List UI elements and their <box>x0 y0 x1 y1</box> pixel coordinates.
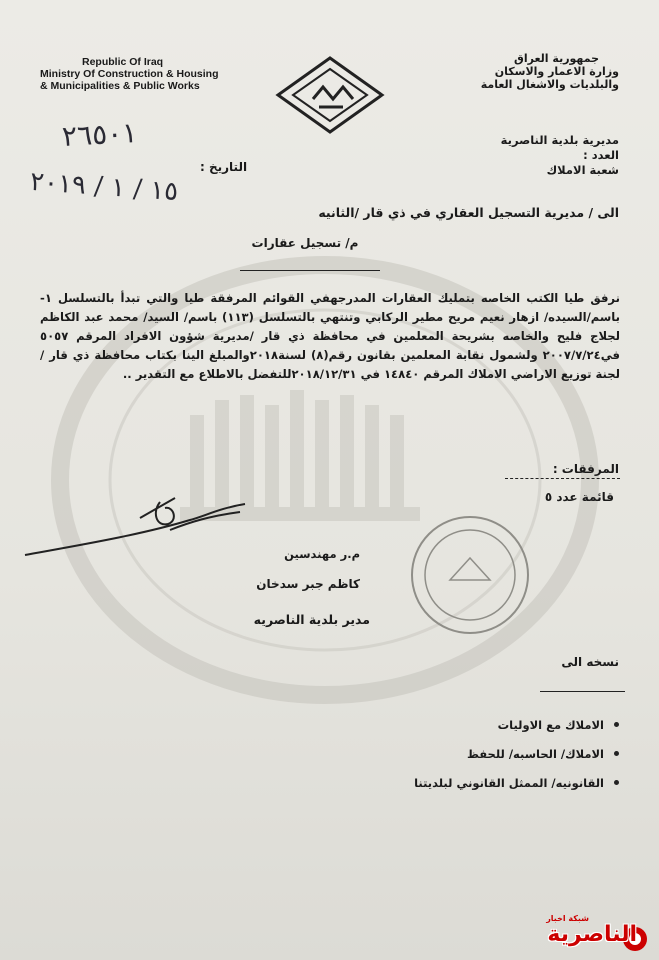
watermark-subtext: شبكة اخبار <box>546 914 589 923</box>
handwritten-date: ١٥ / ١ / ٢٠١٩ <box>29 166 180 208</box>
letterhead-line: Ministry Of Construction & Housing <box>40 68 219 80</box>
letter-body: نرفق طيا الكتب الخاصه بتمليك العقارات المدرجهفي القوائم المرفقة طيا والتي تبدأ بالتسلسل ١- باسم/السيده/ ازهار نعيم مريح مطير الركابي وتنتهي بالتسلسل (١١٣) باسم/ السيد/ محمد عبد الكاظم لجلاج فليح والخاصه بشريحة المعلمين في محافظة ذي قار /مديرية شؤون الافراد المرقم ٥٠٥٧ في٢٠٠٧/٧/٢٤ ولشمول نقابة المعلمين بقانون رقم(٨) لسنة٢٠١٨والمبلغ الينا بكتاب محافظة ذي قار / لجنة توزيع الاراضي الاملاك المرقم ١٤٨٤٠ في ٢٠١٨/١٢/٣١للتفضل بالاطلاع مع التقدير .. <box>40 291 621 381</box>
signature <box>20 490 270 565</box>
letterhead-line: & Municipalities & Public Works <box>40 80 200 92</box>
list-item: الاملاك مع الاوليات <box>359 710 619 739</box>
attachment-item: قائمة عدد ٥ <box>544 490 614 504</box>
signatory-name: كاظم جبر سدخان <box>256 577 360 591</box>
department-name: مديرية بلدية الناصرية <box>500 133 619 147</box>
date-label: التاريخ : <box>200 160 248 174</box>
addressee: الى / مديرية التسجيل العقاري في ذي قار /الثانيه <box>318 205 619 220</box>
ministry-logo-icon <box>275 55 385 135</box>
letterhead-line: جمهورية العراق <box>514 52 599 65</box>
department-block <box>459 133 619 178</box>
letterhead-line: وزارة الاعمار والاسكان <box>494 65 619 78</box>
english-letterhead <box>40 56 280 92</box>
attachments-label: المرفقات : <box>552 462 619 476</box>
bullet-icon <box>614 751 619 756</box>
copies-underline <box>540 691 625 692</box>
copies-label: نسخه الى <box>561 655 619 669</box>
attachments-underline <box>505 478 620 479</box>
arabic-letterhead <box>459 52 619 91</box>
section-name: شعبة الاملاك <box>546 163 619 177</box>
subject-underline <box>240 270 380 271</box>
list-item: القانونيه/ الممثل القانوني لبلديتنا <box>359 768 619 797</box>
bullet-icon <box>614 722 619 727</box>
watermark-text: الناصرية <box>547 922 637 947</box>
bullet-icon <box>614 780 619 785</box>
signatory-title: م.ر مهندسين <box>284 547 360 561</box>
signatory-role: مدير بلدية الناصريه <box>253 612 370 627</box>
number-label: العدد : <box>583 148 619 162</box>
subject: م/ تسجيل عقارات <box>251 236 359 250</box>
handwritten-ref-number: ٢٦٥٠١ <box>61 116 139 153</box>
letterhead-line: Republic Of Iraq <box>82 56 164 68</box>
copies-list <box>359 710 619 797</box>
letterhead-line: والبلديات والاشغال العامة <box>480 78 619 91</box>
list-item: الاملاك/ الحاسبه/ للحفظ <box>359 739 619 768</box>
